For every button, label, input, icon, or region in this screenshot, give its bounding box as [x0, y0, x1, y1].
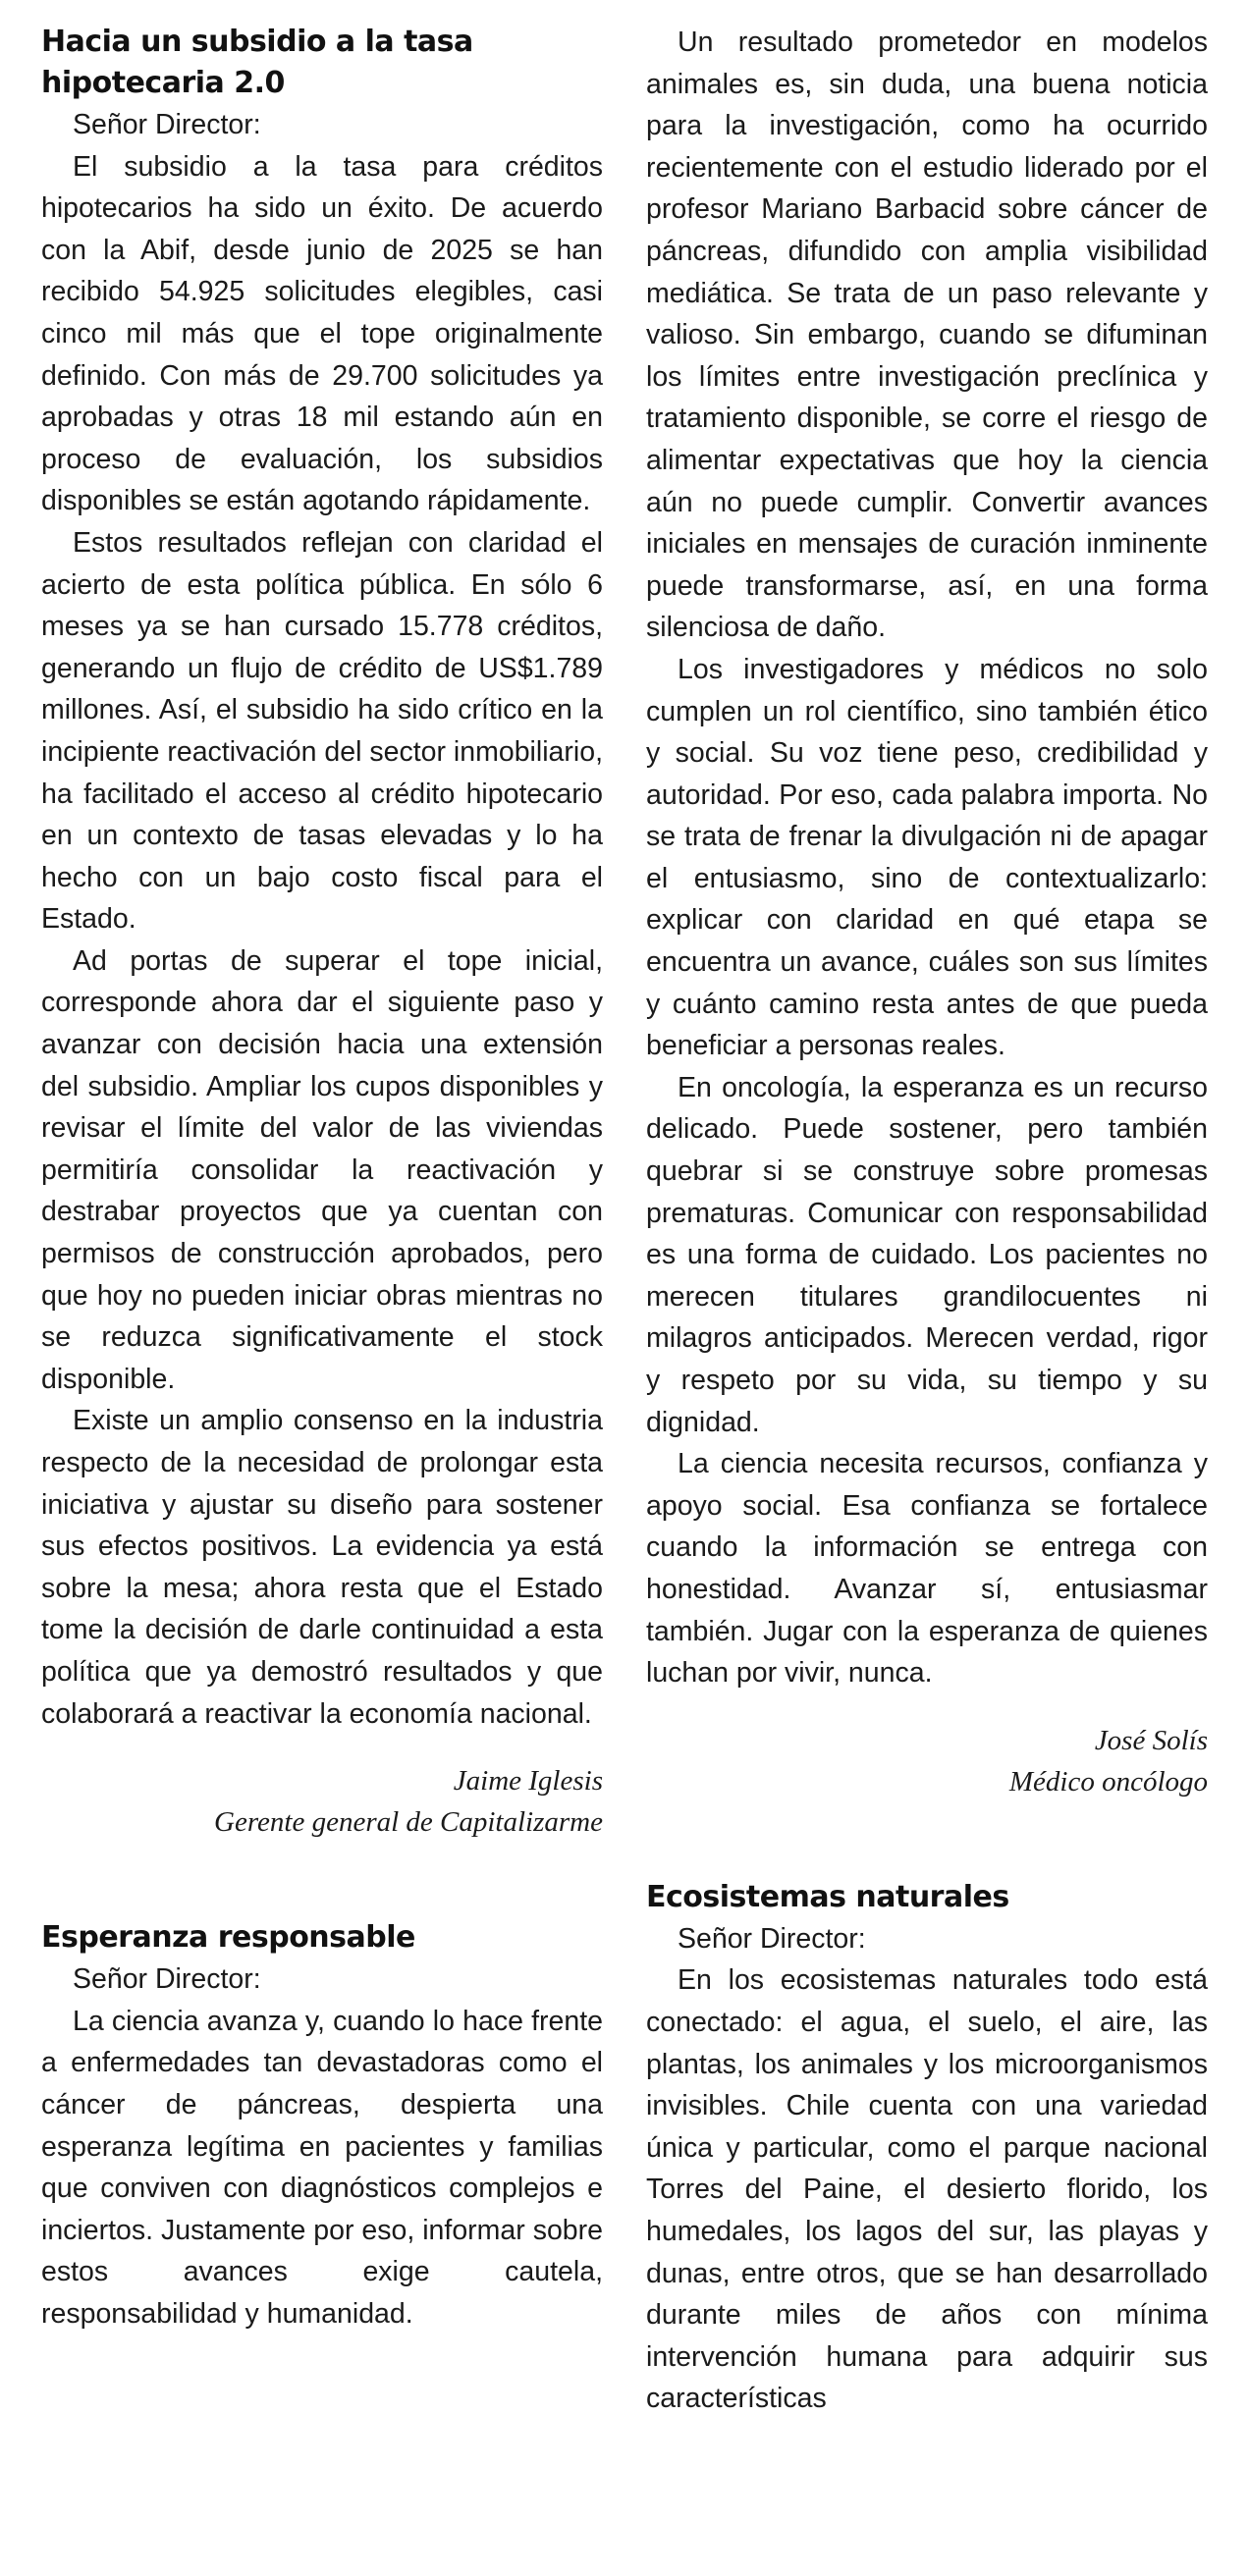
signature-name: Jaime Iglesis — [453, 1765, 603, 1798]
letter-paragraph: Existe un amplio consenso en la industria respecto de la necesidad de prolongar esta iniciativa y ajustar su diseño para sostener sus efectos positivos. La evidencia ya está sobre la mesa; ahora resta que el Estado tome la decisión de darle continuidad a esta política que ya demostró resultados y que colaborará a reactivar la economía nacional. — [41, 1405, 603, 1730]
letter-esperanza — [41, 1917, 603, 2334]
letter-paragraph: La ciencia necesita recursos, confianza y apoyo social. Esa confianza se fortalece cuando la información se entrega con honestidad. Avanzar sí, entusiasmar también. Jugar con la esperanza de quienes luchan por vivir, nunca. — [646, 1448, 1208, 1690]
letter-salutation: Señor Director: — [73, 109, 261, 140]
signature-name: José Solís — [1094, 1724, 1208, 1756]
letter-paragraph: La ciencia avanza y, cuando lo hace frente a enfermedades tan devastadoras como el cáncer de páncreas, despierta una esperanza legítima en pacientes y familias que conviven con diagnósticos complejos e inciertos. Justamente por eso, informar sobre estos avances exige cautela, responsabilidad y humanidad. — [41, 2005, 603, 2330]
letter-paragraph: Ad portas de superar el tope inicial, corresponde ahora dar el siguiente paso y avanzar con decisión hacia una extensión del subsidio. Ampliar los cupos disponibles y revisar el límite del valor de las viviendas permitiría consolidar la reactivación y destrabar proyectos que ya cuentan con permisos de construcción aprobados, pero que hoy no pueden iniciar obras mientras no se reduzca significativamente el stock disponible. — [41, 944, 603, 1395]
letter-headline: Esperanza responsable — [41, 1920, 415, 1956]
letter-subsidio — [41, 22, 603, 1843]
signature-title: Gerente general de Capitalizarme — [214, 1806, 603, 1839]
letter-headline: Hacia un subsidio a la tasa hipotecaria 2.0 — [41, 25, 473, 100]
letter-salutation: Señor Director: — [73, 1963, 261, 1996]
signature-block — [646, 1720, 1208, 1802]
column-right — [646, 22, 1208, 2420]
letter-ecosistemas — [646, 1877, 1208, 2420]
column-left — [41, 22, 603, 2335]
letter-esperanza-continued — [646, 22, 1208, 1802]
letter-paragraph: Los investigadores y médicos no solo cumplen un rol científico, sino también ético y social. Su voz tiene peso, credibilidad y autoridad. Por eso, cada palabra importa. No se trata de frenar la divulgación ni de apagar el entusiasmo, sino de contextualizarlo: explicar con claridad en qué etapa se encuentra un avance, cuáles son sus límites y cuánto camino resta antes de que pueda beneficiar a personas reales. — [646, 653, 1208, 1062]
signature-title: Médico oncólogo — [1008, 1765, 1208, 1798]
letter-paragraph: En los ecosistemas naturales todo está conectado: el agua, el suelo, el aire, las plantas, los animales y los microorganismos invisibles. Chile cuenta con una variedad única y particular, como el parque nacional Torres del Paine, el desierto florido, los humedales, los lagos del sur, las playas y dunas, entre otros, que se han desarrollado durante miles de años con mínima intervención humana para adquirir sus características — [646, 1964, 1208, 2415]
letter-paragraph: Un resultado prometedor en modelos animales es, sin duda, una buena noticia para la investigación, como ha ocurrido recientemente con el estudio liderado por el profesor Mariano Barbacid sobre cáncer de páncreas, difundido con amplia visibilidad mediática. Se trata de un paso relevante y valioso. Sin embargo, cuando se difuminan los límites entre investigación preclínica y tratamiento disponible, se corre el riesgo de alimentar expectativas que hoy la ciencia aún no puede cumplir. Convertir avances iniciales en mensajes de curación inminente puede transformarse, así, en una forma silenciosa de daño. — [646, 27, 1208, 644]
letter-paragraph: Estos resultados reflejan con claridad el acierto de esta política pública. En sólo 6 meses ya se han cursado 15.778 créditos, generando un flujo de crédito de US$1.789 millones. Así, el subsidio ha sido crítico en la incipiente reactivación del sector inmobiliario, ha facilitado el acceso al crédito hipotecario en un contexto de tasas elevadas y lo ha hecho con un bajo costo fiscal para el Estado. — [41, 526, 603, 936]
letter-salutation: Señor Director: — [678, 1922, 866, 1955]
letter-headline: Ecosistemas naturales — [646, 1879, 1009, 1914]
letter-paragraph: El subsidio a la tasa para créditos hipotecarios ha sido un éxito. De acuerdo con la Abif, desde junio de 2025 se han recibido 54.925 solicitudes elegibles, casi cinco mil más que el tope originalmente definido. Con más de 29.700 solicitudes ya aprobadas y otras 18 mil estando aún en proceso de evaluación, los subsidios disponibles se están agotando rápidamente. — [41, 150, 603, 517]
letter-paragraph: En oncología, la esperanza es un recurso delicado. Puede sostener, pero también quebrar si se construye sobre promesas prematuras. Comunicar con responsabilidad es una forma de cuidado. Los pacientes no merecen titulares grandilocuentes ni milagros anticipados. Merecen verdad, rigor y respeto por su vida, su tiempo y su dignidad. — [646, 1071, 1208, 1438]
signature-block — [41, 1760, 603, 1843]
